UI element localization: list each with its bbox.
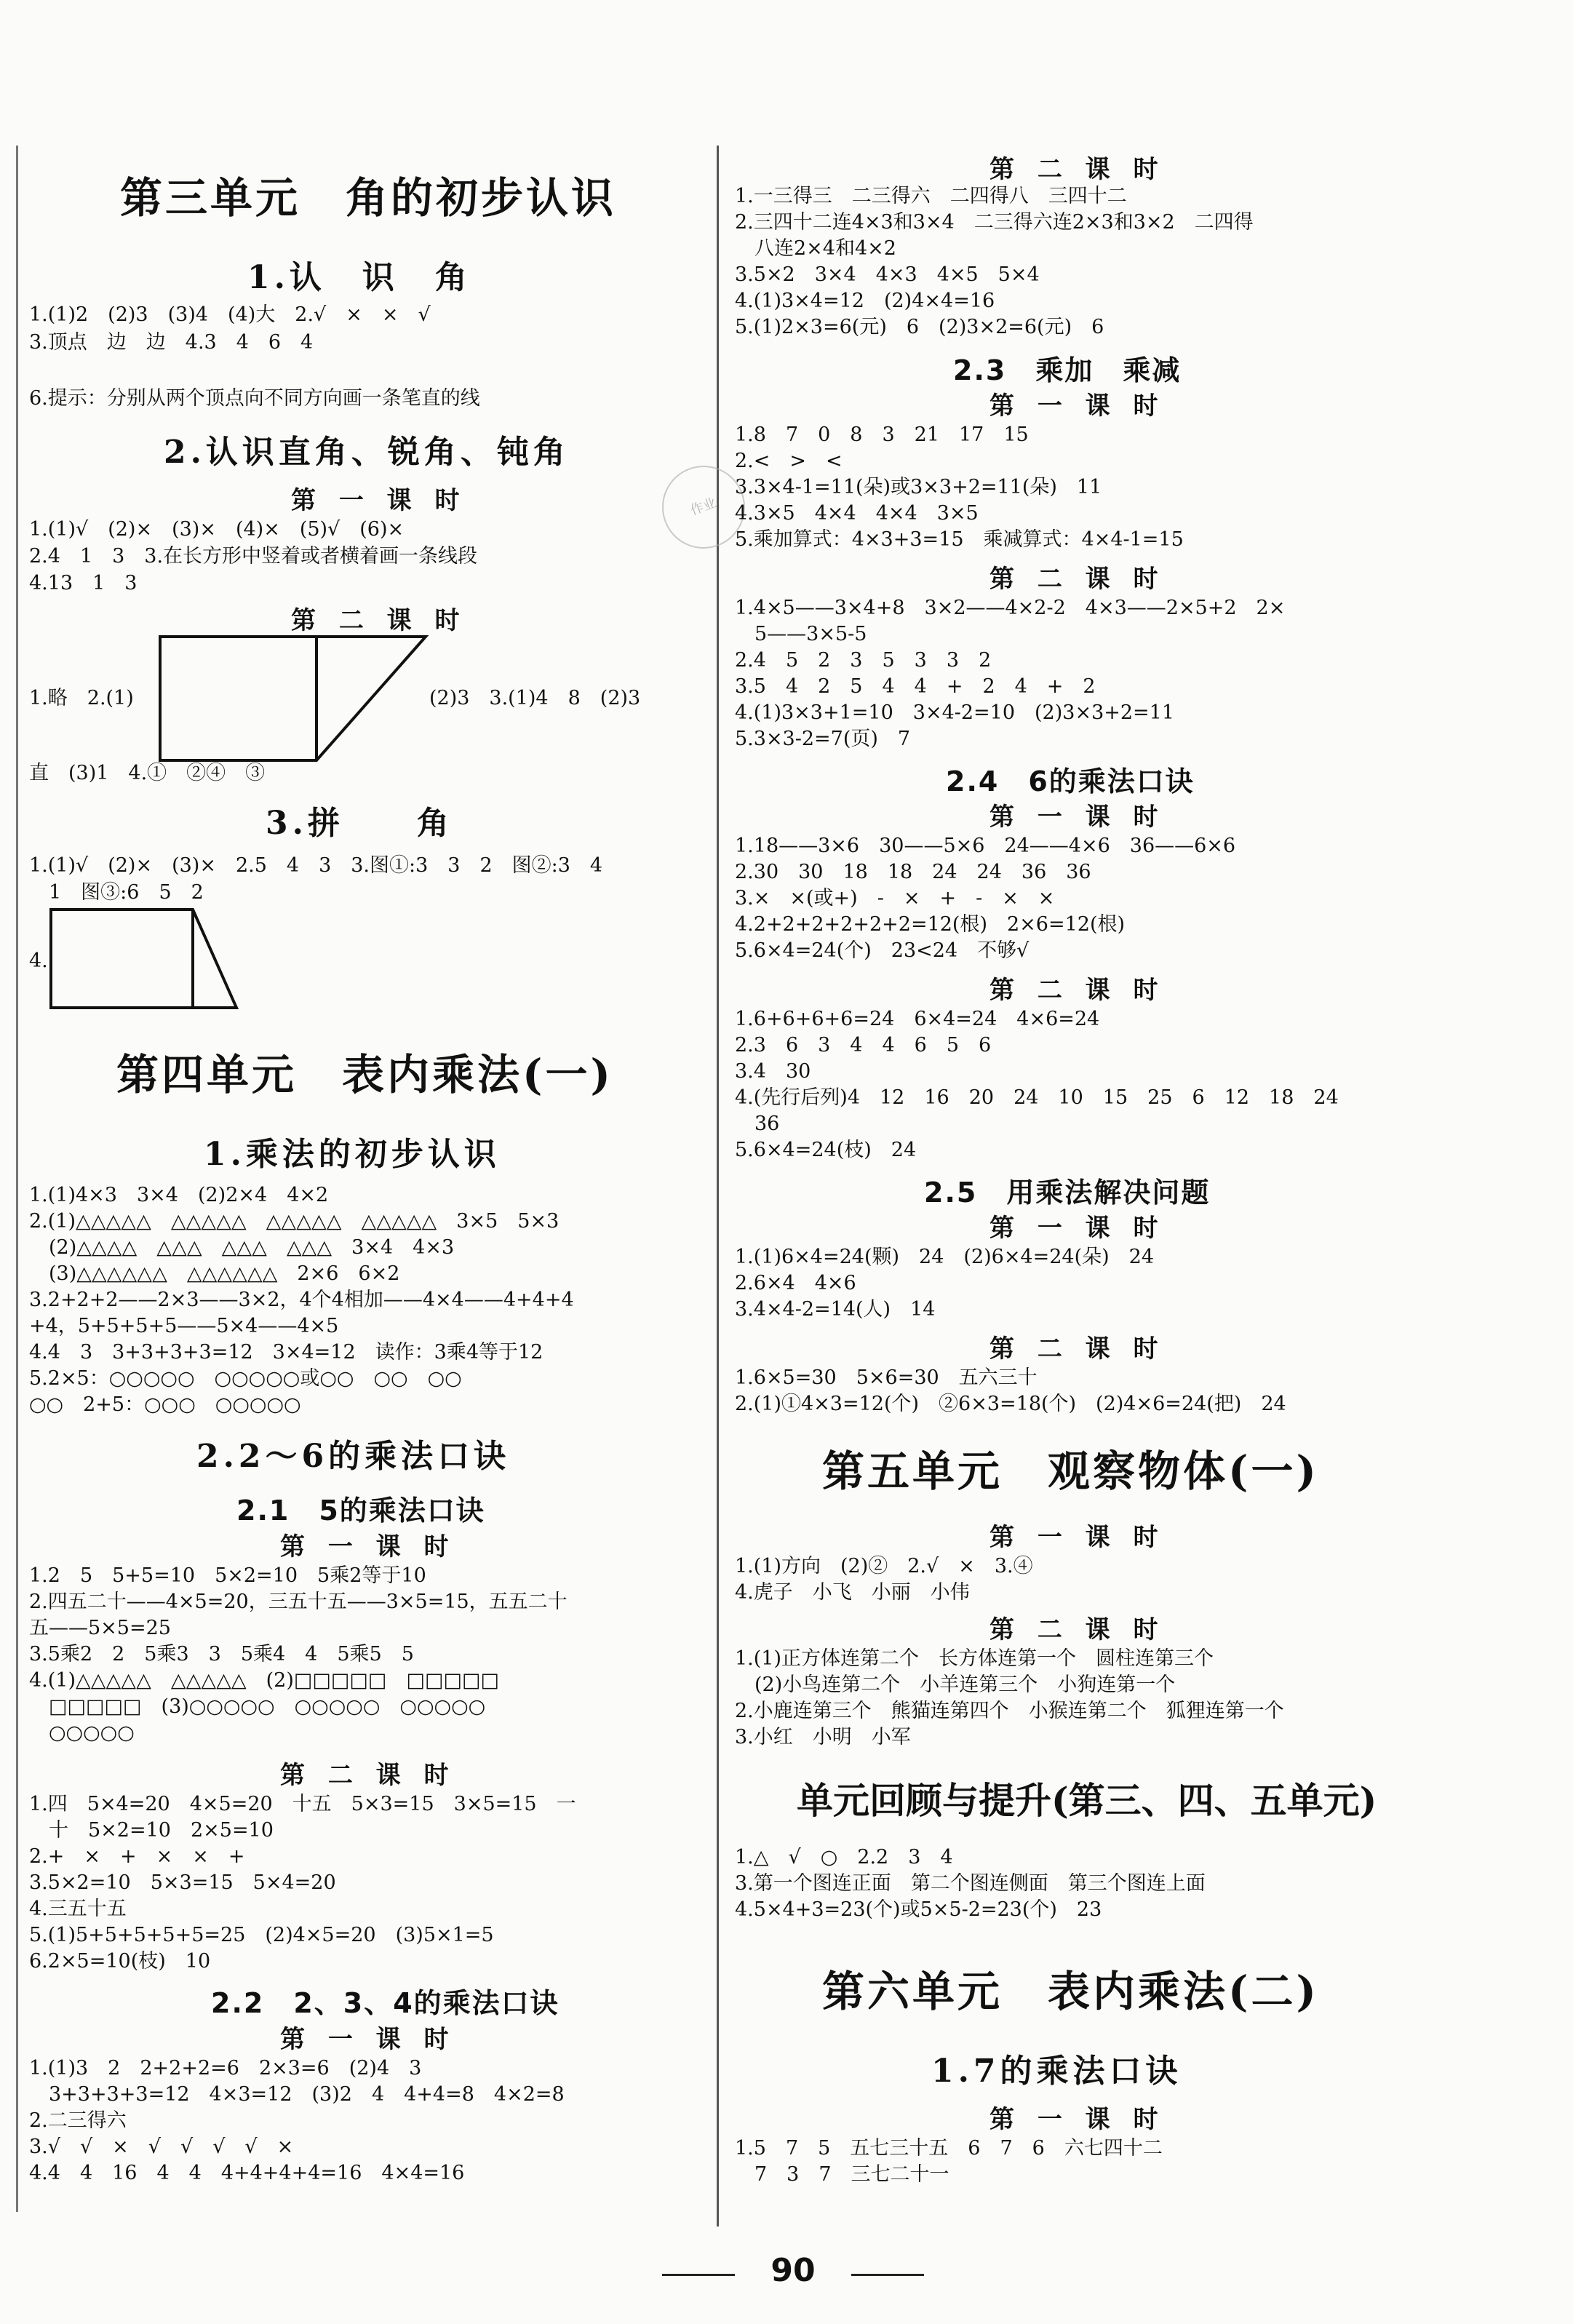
s24-l2-line-6: 5.6×4=24(枝) 24: [735, 1139, 917, 1161]
u5-lesson1-title: 第 一 课 时: [989, 1523, 1166, 1552]
s2-title: 2.认识直角、锐角、钝角: [164, 434, 570, 471]
page-number-rule-right: [851, 2274, 924, 2276]
s24-l1-line-4: 4.2+2+2+2+2+2=12(根) 2×6=12(根): [735, 913, 1126, 936]
s3-line-2: 1 图③:6 5 2: [29, 881, 204, 904]
u6-l1-line-1: 1.5 7 5 五七三十五 6 7 6 六七四十二: [735, 2137, 1163, 2160]
u5-l2-line-2: (2)小鸟连第二个 小羊连第三个 小狗连第一个: [735, 1674, 1176, 1696]
s25-l2-line-2: 2.(1)①4×3=12(个) ②6×3=18(个) (2)4×6=24(把) 24: [735, 1393, 1286, 1415]
review-line-2: 3.第一个图连正面 第二个图连侧面 第三个图连上面: [735, 1872, 1206, 1895]
u6-l1-line-2: 7 3 7 三七二十一: [735, 2163, 949, 2186]
column-divider: [717, 146, 719, 2226]
left-margin-rule: [16, 146, 18, 2212]
u5-l2-line-1: 1.(1)正方体连第二个 长方体连第一个 圆柱连第三个: [735, 1647, 1214, 1670]
s24-lesson2-title: 第 二 课 时: [989, 976, 1166, 1005]
s2-l2-line-b: (2)3 3.(1)4 8 (2)3: [429, 687, 641, 709]
s24-l1-line-5: 5.6×4=24(个) 23<24 不够√: [735, 939, 1030, 962]
s1-line-1: 1.(1)2 (2)3 (3)4 (4)大 2.√ × × √: [29, 303, 431, 326]
top-l2-line-2: 2.三四十二连4×3和3×4 二三得六连2×3和3×2 二四得: [735, 211, 1254, 234]
u4-21-l1-line-7: ○○○○○: [29, 1722, 135, 1744]
u4-22-l1-line-3: 2.二三得六: [29, 2109, 127, 2132]
s25-l1-line-1: 1.(1)6×4=24(颗) 24 (2)6×4=24(朵) 24: [735, 1246, 1155, 1268]
top-l2-line-5: 4.(1)3×4=12 (2)4×4=16: [735, 290, 995, 312]
u4-s1-line-8: 5.2×5：○○○○○ ○○○○○或○○ ○○ ○○: [29, 1367, 462, 1390]
u5-l2-line-3: 2.小鹿连第三个 熊猫连第四个 小猴连第二个 狐狸连第一个: [735, 1700, 1284, 1722]
s3-line-1: 1.(1)√ (2)× (3)× 2.5 4 3 3.图①:3 3 2 图②:3 4: [29, 854, 603, 877]
top-l2-line-4: 3.5×2 3×4 4×3 4×5 5×4: [735, 263, 1040, 286]
u5-l1-line-2: 4.虎子 小飞 小丽 小伟: [735, 1581, 970, 1604]
s24-l2-line-3: 3.4 30: [735, 1060, 811, 1083]
s1-title: 1.认 识 角: [247, 259, 471, 296]
top-lesson2-title: 第 二 课 时: [989, 155, 1166, 184]
page-number-rule-left: [662, 2274, 735, 2276]
s23-lesson1-title: 第 一 课 时: [989, 391, 1166, 421]
u4-21-l2-line-2: 十 5×2=10 2×5=10: [29, 1819, 274, 1842]
s23-l1-line-3: 3.3×4-1=11(朵)或3×3+2=11(朵) 11: [735, 476, 1102, 498]
unit5-title: 第五单元 观察物体(一): [822, 1446, 1319, 1496]
u5-l1-line-1: 1.(1)方向 (2)② 2.√ × 3.④: [735, 1555, 1033, 1577]
s2-lesson1-title: 第 一 课 时: [291, 486, 467, 515]
s24-lesson1-title: 第 一 课 时: [989, 803, 1166, 832]
u4-21-l2-line-1: 1.四 5×4=20 4×5=20 十五 5×3=15 3×5=15 一: [29, 1793, 576, 1815]
s23-l2-line-2: 5——3×5-5: [735, 623, 867, 645]
s23-title: 2.3 乘加 乘减: [953, 354, 1182, 386]
u4-21-l1-line-6: □□□□□ (3)○○○○○ ○○○○○ ○○○○○: [29, 1695, 486, 1718]
s25-title: 2.5 用乘法解决问题: [924, 1177, 1211, 1209]
u4-s1-line-9: ○○ 2+5：○○○ ○○○○○: [29, 1393, 301, 1416]
s25-lesson1-title: 第 一 课 时: [989, 1214, 1166, 1243]
s23-l2-line-1: 1.4×5——3×4+8 3×2——4×2-2 4×3——2×5+2 2×: [735, 597, 1286, 619]
s2-l1-line-3: 4.13 1 3: [29, 572, 138, 594]
s23-l2-line-4: 3.5 4 2 5 4 4 + 2 4 + 2: [735, 675, 1096, 698]
u4-21-l2-line-5: 4.三五十五: [29, 1898, 127, 1920]
s25-l1-line-2: 2.6×4 4×6: [735, 1272, 856, 1294]
u4-s1-line-6: +4，5+5+5+5——5×4——4×5: [29, 1315, 339, 1337]
s3-fig-label: 4.: [29, 950, 48, 972]
s25-lesson2-title: 第 二 课 时: [989, 1334, 1166, 1364]
u6-lesson1-title: 第 一 课 时: [989, 2105, 1166, 2134]
s23-lesson2-title: 第 二 课 时: [989, 565, 1166, 594]
s23-l1-line-1: 1.8 7 0 8 3 21 17 15: [735, 423, 1029, 446]
s23-l2-line-3: 2.4 5 2 3 5 3 3 2: [735, 649, 992, 672]
review-title: 单元回顾与提升(第三、四、五单元): [797, 1779, 1377, 1822]
s2-lesson2-title: 第 二 课 时: [291, 606, 467, 635]
s23-l1-line-4: 4.3×5 4×4 4×4 3×5: [735, 502, 979, 525]
unit4-title: 第四单元 表内乘法(一): [116, 1050, 613, 1099]
top-l2-line-3: 八连2×4和4×2: [735, 237, 896, 260]
u4-21-l2-line-4: 3.5×2=10 5×3=15 5×4=20: [29, 1871, 336, 1894]
u4-22-l1-line-4: 3.√ √ × √ √ √ √ ×: [29, 2136, 294, 2158]
u5-l2-line-4: 3.小红 小明 小军: [735, 1726, 911, 1748]
u4-s2-title: 2.2～6的乘法口诀: [196, 1438, 511, 1475]
u4-s1-line-1: 1.(1)4×3 3×4 (2)2×4 4×2: [29, 1184, 329, 1206]
u4-22-lesson1-title: 第 一 课 时: [280, 2025, 456, 2054]
u4-21-l2-line-6: 5.(1)5+5+5+5+5=25 (2)4×5=20 (3)5×1=5: [29, 1924, 494, 1946]
s24-title: 2.4 6的乘法口诀: [946, 765, 1195, 797]
s23-l2-line-6: 5.3×3-2=7(页) 7: [735, 728, 911, 750]
unit6-title: 第六单元 表内乘法(二): [822, 1967, 1319, 2016]
u4-21-l1-line-1: 1.2 5 5+5=10 5×2=10 5乘2等于10: [29, 1564, 426, 1587]
s23-l2-line-5: 4.(1)3×3+1=10 3×4-2=10 (2)3×3+2=11: [735, 701, 1175, 724]
u4-s1-line-5: 3.2+2+2——2×3——3×2，4个4相加——4×4——4+4+4: [29, 1289, 574, 1311]
s2-l2-line-c: 直 (3)1 4.① ②④ ③: [29, 762, 266, 784]
s1-line-3: 6.提示：分别从两个顶点向不同方向画一条笔直的线: [29, 387, 480, 410]
u4-21-lesson2-title: 第 二 课 时: [280, 1761, 456, 1790]
s24-l2-line-4: 4.(先行后列)4 12 16 20 24 10 15 25 6 12 18 24: [735, 1086, 1339, 1109]
u4-22-l1-line-5: 4.4 4 16 4 4 4+4+4+4=16 4×4=16: [29, 2162, 465, 2184]
s24-l1-line-3: 3.× ×(或+) - × + - × ×: [735, 887, 1055, 910]
s24-l1-line-2: 2.30 30 18 18 24 24 36 36: [735, 861, 1091, 883]
u4-21-l2-line-3: 2.+ × + × × +: [29, 1845, 245, 1868]
u4-s1-title: 1.乘法的初步认识: [204, 1136, 501, 1173]
u4-22-l1-line-1: 1.(1)3 2 2+2+2=6 2×3=6 (2)4 3: [29, 2057, 422, 2080]
s2-l2-line-a: 1.略 2.(1): [29, 687, 134, 709]
u4-21-l1-line-2: 2.四五二十——4×5=20，三五十五——3×5=15，五五二十: [29, 1591, 568, 1613]
u6-s1-title: 1.7的乘法口诀: [931, 2053, 1182, 2090]
s24-l2-line-1: 1.6+6+6+6=24 6×4=24 4×6=24: [735, 1008, 1100, 1030]
s24-l2-line-5: 36: [735, 1113, 780, 1135]
u4-21-l2-line-7: 6.2×5=10(枝) 10: [29, 1950, 211, 1973]
s2-l1-line-2: 2.4 1 3 3.在长方形中竖着或者横着画一条线段: [29, 545, 478, 568]
s3-title: 3.拼 角: [266, 805, 453, 842]
s25-l1-line-3: 3.4×4-2=14(人) 14: [735, 1298, 936, 1321]
u4-21-l1-line-4: 3.5乘2 2 5乘3 3 5乘4 4 5乘5 5: [29, 1643, 414, 1666]
u4-s1-line-4: (3)△△△△△△ △△△△△△ 2×6 6×2: [29, 1262, 400, 1285]
s23-l1-line-2: 2.< > <: [735, 450, 843, 472]
u4-21-l1-line-3: 五——5×5=25: [29, 1617, 171, 1639]
u4-s1-line-7: 4.4 3 3+3+3+3=12 3×4=12 读作：3乘4等于12: [29, 1341, 543, 1364]
u4-s1-line-3: (2)△△△△ △△△ △△△ △△△ 3×4 4×3: [29, 1236, 455, 1259]
u4-21-lesson1-title: 第 一 课 时: [280, 1532, 456, 1561]
page-number: 90: [770, 2252, 816, 2289]
u4-22-title: 2.2 2、3、4的乘法口诀: [211, 1987, 559, 2019]
u4-21-l1-line-5: 4.(1)△△△△△ △△△△△ (2)□□□□□ □□□□□: [29, 1669, 499, 1692]
top-l2-line-1: 1.一三得三 二三得六 二四得八 三四十二: [735, 185, 1127, 207]
s25-l2-line-1: 1.6×5=30 5×6=30 五六三十: [735, 1366, 1038, 1389]
u4-s1-line-2: 2.(1)△△△△△ △△△△△ △△△△△ △△△△△ 3×5 5×3: [29, 1210, 559, 1233]
u4-22-l1-line-2: 3+3+3+3=12 4×3=12 (3)2 4 4+4=8 4×2=8: [29, 2083, 565, 2106]
s2-l1-line-1: 1.(1)√ (2)× (3)× (4)× (5)√ (6)×: [29, 518, 405, 541]
s24-l1-line-1: 1.18——3×6 30——5×6 24——4×6 36——6×6: [735, 835, 1236, 857]
watermark-stamp: 作业: [650, 454, 757, 560]
review-line-1: 1.△ √ ○ 2.2 3 4: [735, 1846, 953, 1869]
right-angle-figure: [156, 633, 433, 764]
s24-l2-line-2: 2.3 6 3 4 4 6 5 6: [735, 1034, 992, 1056]
spliced-angle-figure: [47, 906, 244, 1015]
u4-21-title: 2.1 5的乘法口诀: [236, 1495, 485, 1527]
s1-line-2: 3.顶点 边 边 4.3 4 6 4: [29, 331, 314, 354]
unit3-title: 第三单元 角的初步认识: [120, 173, 617, 223]
s23-l1-line-5: 5.乘加算式：4×3+3=15 乘减算式：4×4-1=15: [735, 528, 1184, 551]
u5-lesson2-title: 第 二 课 时: [989, 1615, 1166, 1644]
top-l2-line-6: 5.(1)2×3=6(元) 6 (2)3×2=6(元) 6: [735, 316, 1104, 338]
review-line-3: 4.5×4+3=23(个)或5×5-2=23(个) 23: [735, 1898, 1102, 1921]
